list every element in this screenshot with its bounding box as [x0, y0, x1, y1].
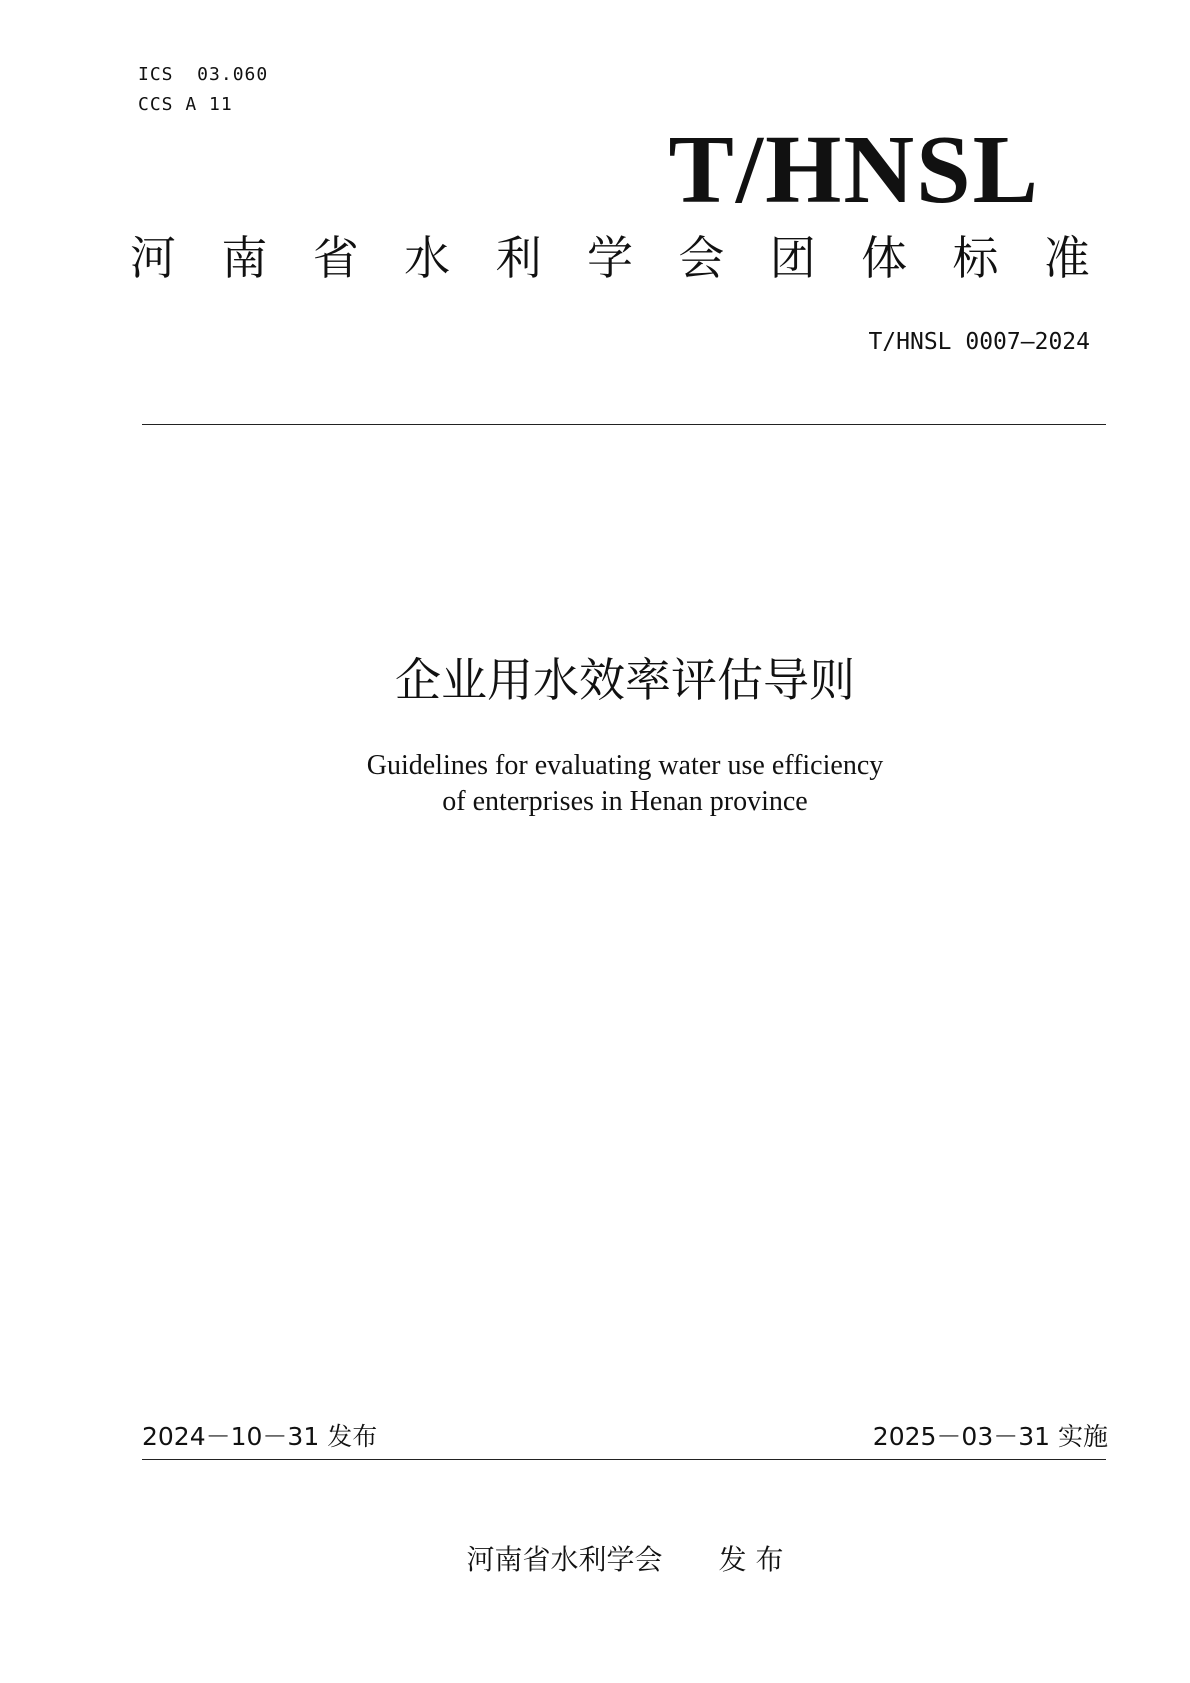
publisher-line	[0, 1540, 1190, 1580]
ics-code: ICS 03.060	[138, 64, 269, 85]
org-title-char: 学	[586, 231, 633, 285]
org-standard-title	[130, 230, 1090, 286]
publish-date: 2024－10－31 发布	[142, 1422, 378, 1451]
publisher-name: 河南省水利学会	[466, 1543, 663, 1576]
org-title-char: 标	[952, 231, 999, 285]
standard-logo: T/HNSL	[668, 116, 1040, 224]
org-title-char: 会	[678, 231, 725, 285]
standard-number: T/HNSL 0007—2024	[868, 329, 1090, 355]
document-title-english	[0, 748, 1190, 820]
org-title-char: 准	[1043, 231, 1090, 285]
implement-date: 2025－03－31 实施	[872, 1422, 1108, 1451]
bottom-divider	[142, 1459, 1106, 1460]
english-title-line-1: Guidelines for evaluating water use efficiency	[366, 750, 884, 781]
org-title-char: 河	[130, 231, 176, 285]
classification-codes	[138, 60, 268, 120]
org-title-char: 南	[221, 231, 268, 285]
org-title-char: 体	[861, 231, 908, 285]
org-title-char: 团	[769, 231, 816, 285]
english-title-line-2: of enterprises in Henan province	[442, 786, 808, 817]
org-title-char: 省	[312, 231, 359, 285]
document-title-chinese: 企业用水效率评估导则	[395, 653, 855, 707]
publisher-action: 发 布	[718, 1543, 784, 1576]
ccs-code: CCS A 11	[138, 94, 233, 115]
org-title-char: 利	[495, 231, 542, 285]
top-divider	[142, 424, 1106, 425]
org-title-char: 水	[404, 231, 451, 285]
